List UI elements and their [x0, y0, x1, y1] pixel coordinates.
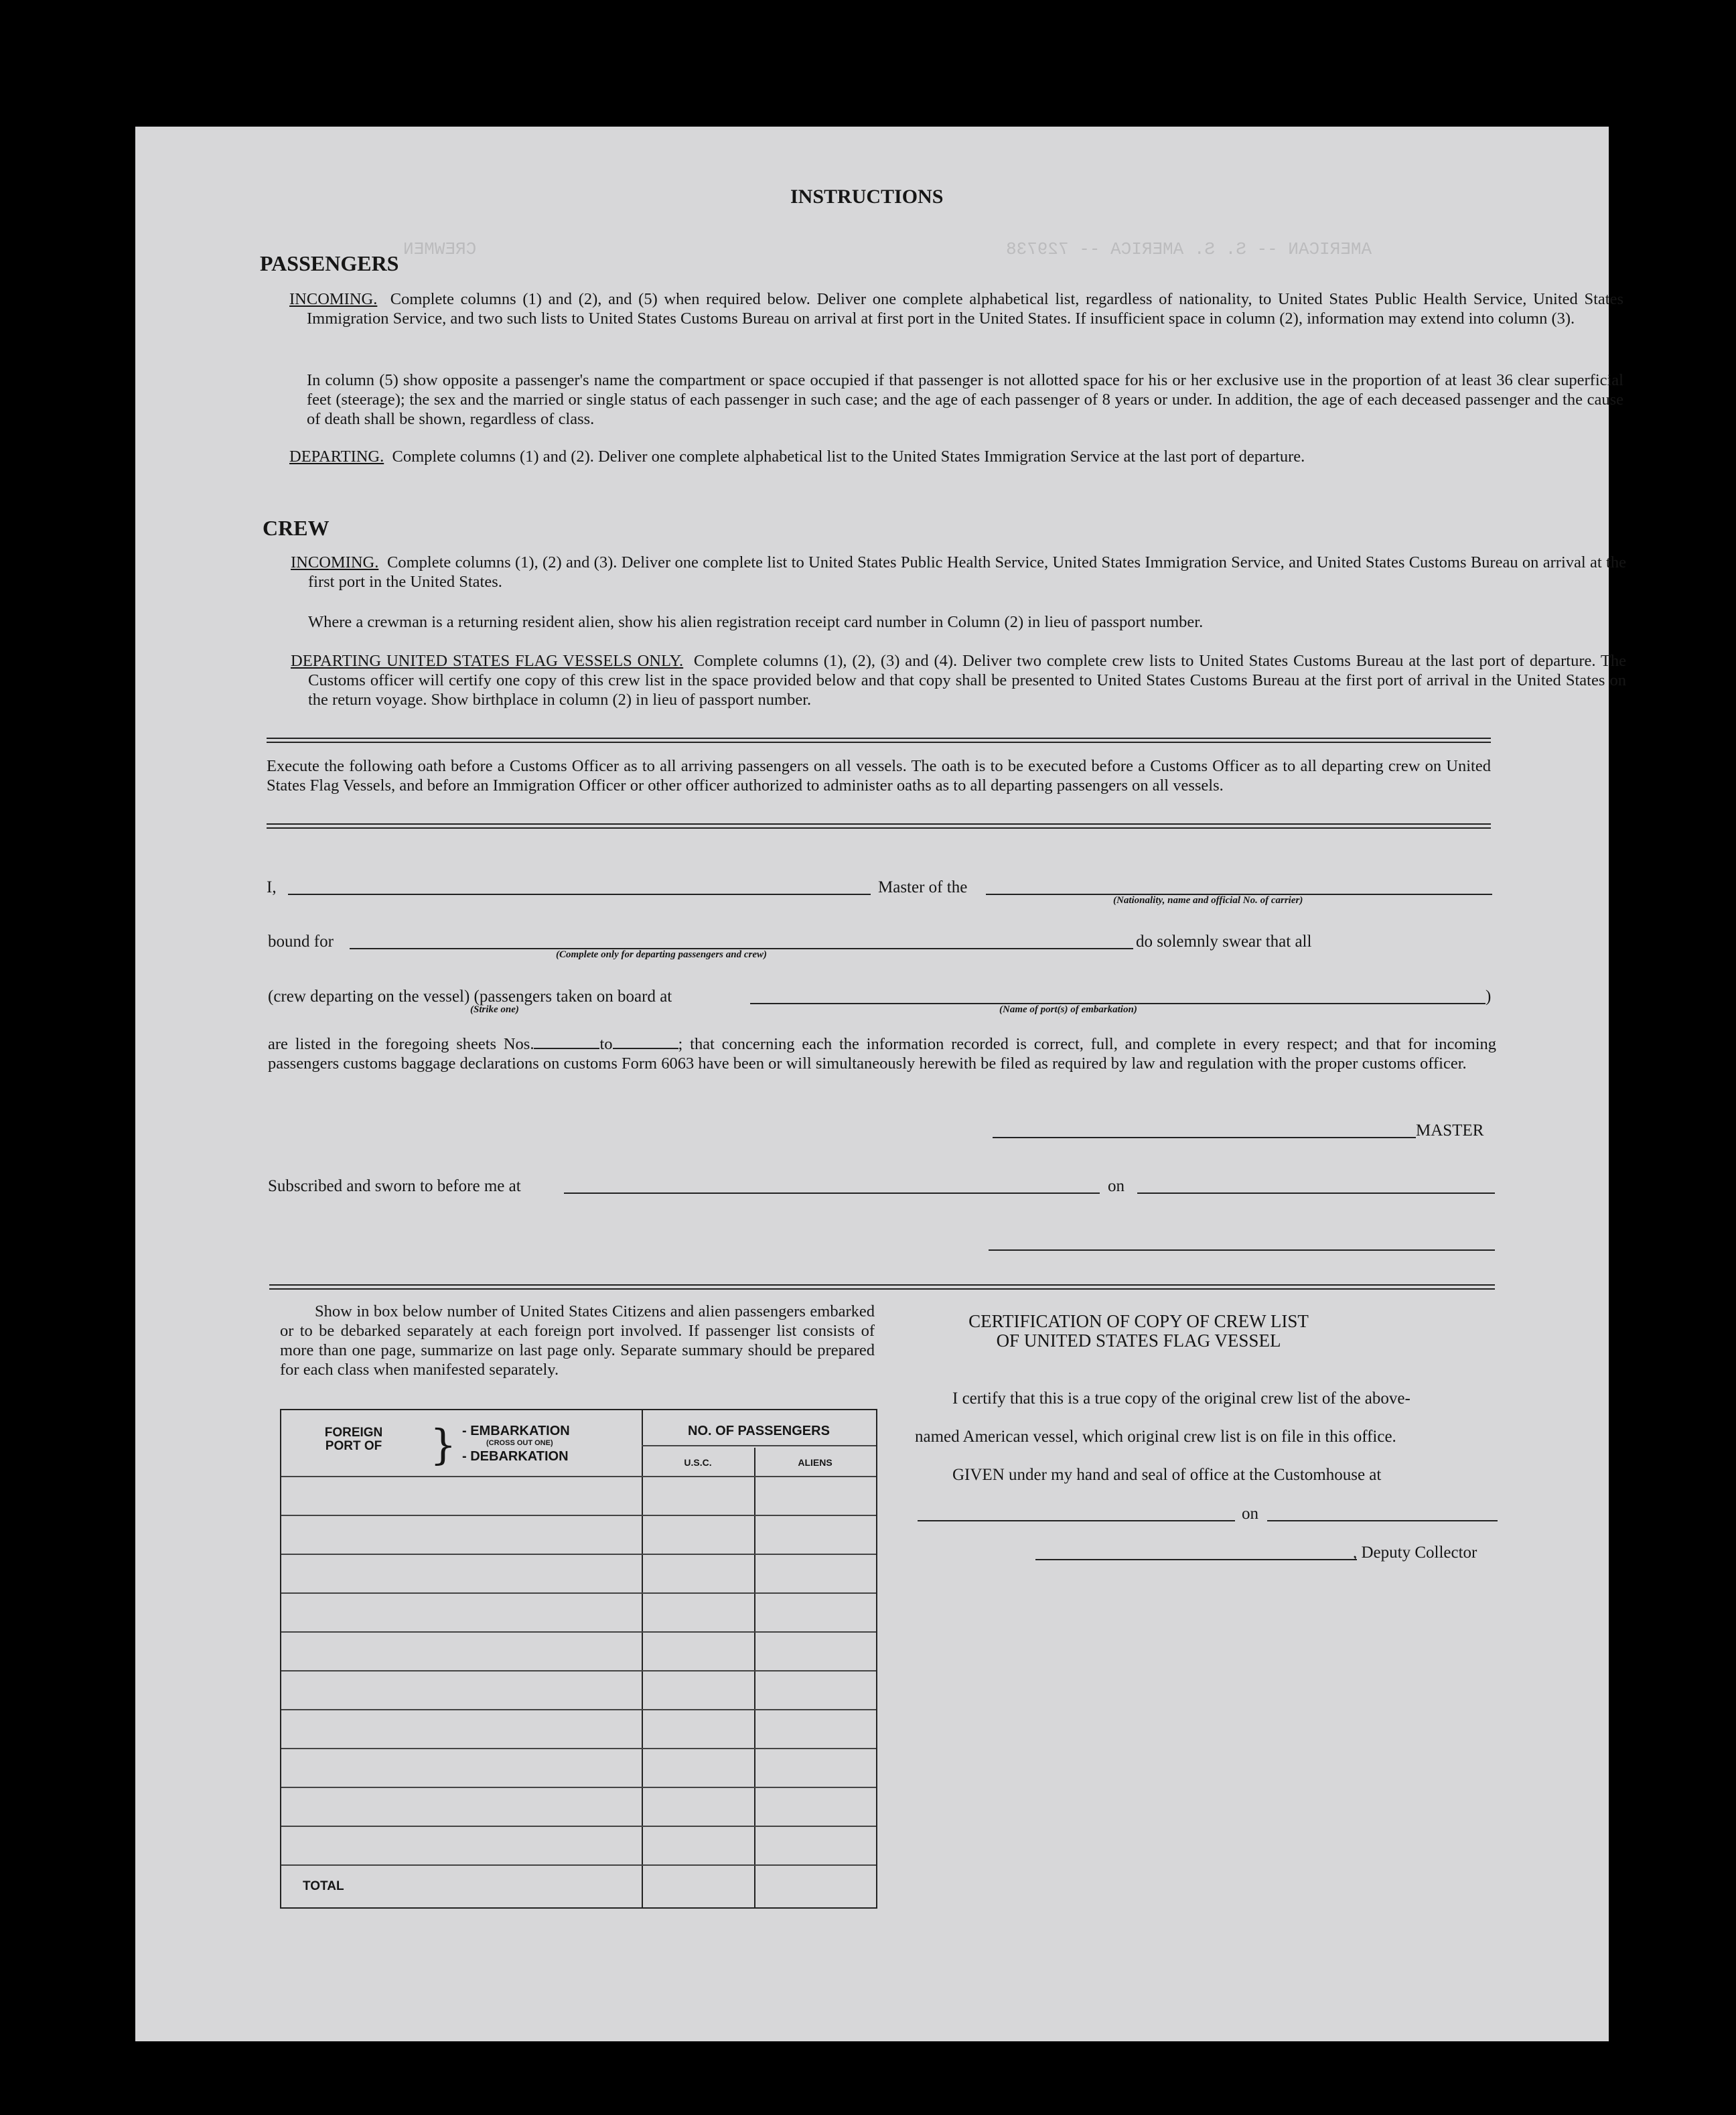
deputy-signature-field[interactable]	[1035, 1559, 1357, 1560]
divider	[269, 1284, 1495, 1290]
cross-out-label: (CROSS OUT ONE)	[486, 1439, 553, 1447]
bleed-through-text: CREWMEN	[403, 239, 477, 259]
passengers-column5: In column (5) show opposite a passenger's name the compartment or space occupied if that passenger is not allotted space for his or her exclusive use in the proportion of at least 36 clear superficial feet (steerage); the sex and the married or single status of each passenger in such case; and the age of each passenger of 8 years or under. In addition, the age of each deceased passenger and the cause of death shall be shown, regardless of class.	[307, 371, 1623, 428]
customhouse-field[interactable]	[918, 1520, 1235, 1521]
departing-lead: DEPARTING.	[289, 448, 384, 466]
crew-incoming	[291, 553, 1626, 592]
col-foreign-port: FOREIGN PORT OF	[324, 1426, 383, 1453]
crew-departing-text: Complete columns (1), (2), (3) and (4). Deliver two complete crew lists to United States Customs Bureau at the last port of departure. The Customs officer will certify one copy of this crew list in the space provided below and that copy shall be presented to United States Customs Bureau at the first port of arrival in the United States on the return voyage. Show birthplace in column (2) in lieu of passport number.	[308, 652, 1626, 709]
certification-heading-1: CERTIFICATION OF COPY OF CREW LIST	[968, 1311, 1309, 1331]
bound-for-caption: (Complete only for departing passengers and crew)	[556, 949, 767, 960]
certification-line-3: GIVEN under my hand and seal of office at the Customhouse at	[952, 1466, 1382, 1484]
summary-instruction: Show in box below number of United States Citizens and alien passengers embarked or to be debarked separately at each foreign port involved. If passenger list consists of more than one page, summarize on last page only. Separate summary should be prepared for each class when manifested separately.	[280, 1302, 875, 1379]
master-signature-field[interactable]	[993, 1137, 1416, 1138]
divider	[267, 738, 1491, 743]
sworn-date-field[interactable]	[1137, 1192, 1495, 1194]
sworn-place-field[interactable]	[564, 1192, 1100, 1194]
incoming-text: Complete columns (1) and (2), and (5) when required below. Deliver one complete alphabetical list, regardless of nationality, to United States Public Health Service, United States Immigration Service, and two such lists to United States Customs Bureau on arrival at first port in the United States. If insufficient space in column (2), information may extend into column (3).	[307, 290, 1623, 328]
officer-signature-field[interactable]	[989, 1249, 1495, 1251]
crew-departing-label: (crew departing on the vessel) (passengers taken on board at	[268, 987, 672, 1006]
certification-heading-2: OF UNITED STATES FLAG VESSEL	[996, 1331, 1281, 1351]
crew-incoming-text: Complete columns (1), (2) and (3). Deliver one complete list to United States Public Health Service, United States Immigration Service, and United States Customs Bureau on arrival at the first port in the United States.	[308, 553, 1626, 591]
crew-resident: Where a crewman is a returning resident alien, show his alien registration receipt card number in Column (2) in lieu of passport number.	[308, 613, 1204, 631]
listed-prefix: are listed in the foregoing sheets Nos.	[268, 1035, 534, 1053]
departing-text: Complete columns (1) and (2). Deliver one complete alphabetical list to the United States Immigration Service at the last port of departure.	[392, 448, 1305, 466]
passengers-heading: PASSENGERS	[260, 251, 399, 275]
certification-date-field[interactable]	[1267, 1520, 1498, 1521]
listed-suffix: ; that concerning each the information recorded is correct, full, and complete in every respect; and that for incoming passengers customs baggage declarations on customs Form 6063 have been or will simultaneously herewith be filed as required by law and regulation with the proper customs officer.	[268, 1035, 1496, 1073]
swear-label: do solemnly swear that all	[1136, 933, 1312, 951]
embarkation-label: - EMBARKATION	[462, 1424, 570, 1438]
crew-heading: CREW	[263, 516, 330, 540]
strike-one-caption: (Strike one)	[470, 1004, 519, 1015]
certification-line-1: I certify that this is a true copy of the original crew list of the above-	[952, 1389, 1410, 1408]
sworn-on-label: on	[1108, 1177, 1125, 1195]
col-usc: U.S.C.	[684, 1457, 712, 1468]
bleed-through-text: AMERICAN -- S. S. AMERICA -- 729738	[1006, 239, 1372, 259]
master-label: MASTER	[1416, 1121, 1484, 1140]
subscribed-label: Subscribed and sworn to before me at	[268, 1177, 521, 1195]
total-label: TOTAL	[303, 1879, 344, 1893]
col-aliens: ALIENS	[798, 1457, 833, 1468]
divider	[267, 823, 1491, 829]
col-no-passengers: NO. OF PASSENGERS	[688, 1424, 830, 1438]
certification-line-2: named American vessel, which original crew list is on file in this office.	[915, 1428, 1396, 1446]
oath-instruction: Execute the following oath before a Customs Officer as to all arriving passengers on all vessels. The oath is to be executed before a Customs Officer as to all departing crew on United States Flag Vessels, and before an Immigration Officer or other officer authorized to administer oaths as to all departing passengers on all vessels.	[267, 757, 1491, 795]
sheet-from-field[interactable]	[534, 1033, 599, 1049]
crew-departing-lead: DEPARTING UNITED STATES FLAG VESSELS ONLY.	[291, 652, 684, 670]
sheet-to-field[interactable]	[613, 1033, 678, 1049]
oath-i: I,	[267, 878, 277, 896]
certification-on-label: on	[1242, 1505, 1258, 1523]
port-caption: (Name of port(s) of embarkation)	[999, 1004, 1137, 1015]
debarkation-label: - DEBARKATION	[462, 1449, 569, 1464]
master-of-label: Master of the	[878, 878, 968, 896]
close-paren: )	[1486, 987, 1492, 1006]
listed-to: to	[599, 1035, 613, 1053]
page-title: INSTRUCTIONS	[790, 186, 944, 208]
passenger-summary-table	[280, 1409, 877, 1909]
crew-incoming-lead: INCOMING.	[291, 553, 379, 571]
master-name-field[interactable]	[288, 894, 871, 895]
brace-icon: }	[430, 1420, 457, 1469]
carrier-caption: (Nationality, name and official No. of carrier)	[1113, 895, 1303, 906]
deputy-collector-label: , Deputy Collector	[1353, 1544, 1477, 1562]
passengers-incoming	[289, 289, 1623, 328]
oath-listed	[268, 1033, 1496, 1073]
form-page	[135, 127, 1626, 2041]
bound-for-label: bound for	[268, 933, 334, 951]
crew-departing	[291, 651, 1626, 709]
passengers-departing	[289, 447, 1623, 466]
incoming-lead: INCOMING.	[289, 290, 378, 308]
